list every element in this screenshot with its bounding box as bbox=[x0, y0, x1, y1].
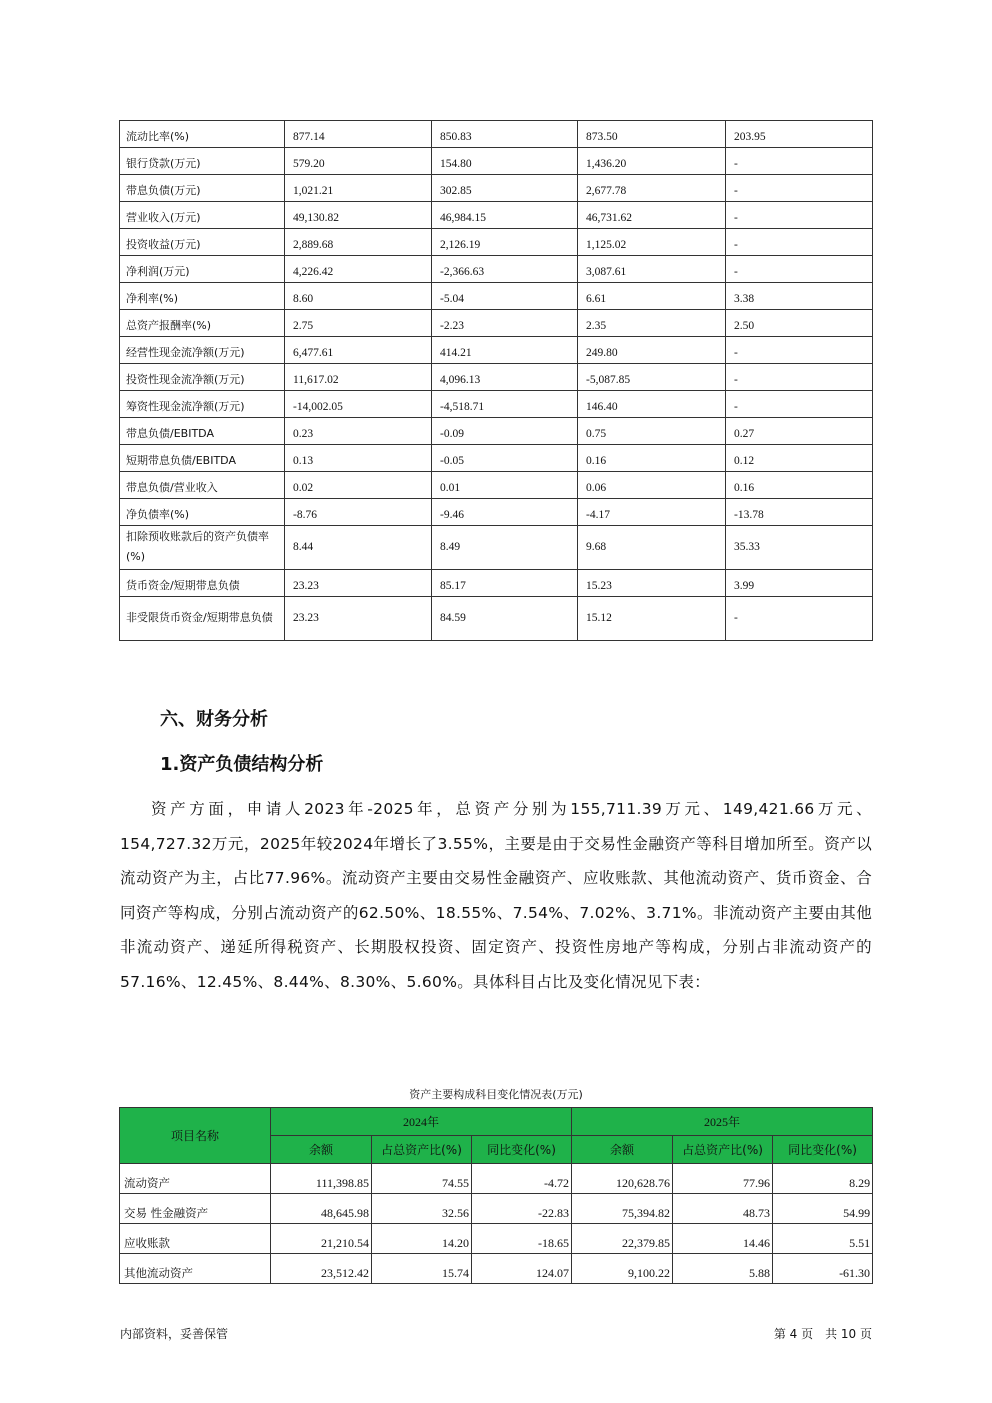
asset-item-label: 其他流动资产 bbox=[120, 1254, 271, 1284]
table-row bbox=[120, 526, 873, 570]
analysis-paragraph: 资产方面，申请人2023年-2025年，总资产分别为155,711.39万元、149,421.66万元、154,727.32万元，2025年较2024年增长了3.55%，主要是由于交易性金融资产等科目增加所至。资产以流动资产为主，占比77.96%。流动资产主要由交易性金融资产、应收账款、其他流动资产、货币资金、合同资产等构成，分别占流动资产的62.50%、18.55%、7.54%、7.02%、3.71%。非流动资产主要由其他非流动资产、递延所得税资产、长期股权投资、固定资产、投资性房地产等构成，分别占非流动资产的57.16%、12.45%、8.44%、8.30%、5.60%。具体科目占比及变化情况见下表： bbox=[120, 800, 872, 991]
table-row bbox=[120, 337, 873, 364]
table-row bbox=[120, 202, 873, 229]
metric-value: -0.05 bbox=[432, 445, 578, 472]
metric-value: 85.17 bbox=[432, 570, 578, 597]
metric-value: - bbox=[726, 148, 873, 175]
item-name-header: 项目名称 bbox=[120, 1108, 271, 1164]
metric-value: 0.02 bbox=[285, 472, 432, 499]
metric-value: - bbox=[726, 364, 873, 391]
metric-label: 非受限货币资金/短期带息负债 bbox=[120, 597, 285, 641]
asset-value: -22.83 bbox=[472, 1194, 572, 1224]
metric-value: 23.23 bbox=[285, 597, 432, 641]
asset-value: 54.99 bbox=[773, 1194, 873, 1224]
table-row bbox=[120, 472, 873, 499]
table-row bbox=[120, 148, 873, 175]
metric-value: 3.38 bbox=[726, 283, 873, 310]
metric-value: 46,984.15 bbox=[432, 202, 578, 229]
asset-value: 22,379.85 bbox=[572, 1224, 673, 1254]
metric-label: 净利率(%) bbox=[120, 283, 285, 310]
metric-value: 46,731.62 bbox=[578, 202, 726, 229]
metric-value: 2.75 bbox=[285, 310, 432, 337]
metric-value: 35.33 bbox=[726, 526, 873, 570]
metric-value: 49,130.82 bbox=[285, 202, 432, 229]
asset-value: 14.46 bbox=[673, 1224, 773, 1254]
metric-value: -8.76 bbox=[285, 499, 432, 526]
table-row bbox=[120, 121, 873, 148]
asset-value: 48.73 bbox=[673, 1194, 773, 1224]
table-row bbox=[120, 229, 873, 256]
metric-value: 0.13 bbox=[285, 445, 432, 472]
metric-value: 1,021.21 bbox=[285, 175, 432, 202]
metric-value: 9.68 bbox=[578, 526, 726, 570]
metric-value: - bbox=[726, 337, 873, 364]
year-2025-header: 2025年 bbox=[572, 1108, 873, 1136]
metric-value: -9.46 bbox=[432, 499, 578, 526]
sub-header: 同比变化(%) bbox=[472, 1136, 572, 1164]
metric-value: 2,126.19 bbox=[432, 229, 578, 256]
metric-value: 154.80 bbox=[432, 148, 578, 175]
financial-metrics-table bbox=[119, 120, 873, 641]
asset-value: 32.56 bbox=[372, 1194, 472, 1224]
metric-value: 0.27 bbox=[726, 418, 873, 445]
metric-value: 8.44 bbox=[285, 526, 432, 570]
asset-value: 9,100.22 bbox=[572, 1254, 673, 1284]
metric-value: 23.23 bbox=[285, 570, 432, 597]
asset-value: 8.29 bbox=[773, 1164, 873, 1194]
metric-value: 6.61 bbox=[578, 283, 726, 310]
asset-value: -61.30 bbox=[773, 1254, 873, 1284]
asset-value: -18.65 bbox=[472, 1224, 572, 1254]
asset-value: 14.20 bbox=[372, 1224, 472, 1254]
asset-value: 111,398.85 bbox=[271, 1164, 372, 1194]
metric-label: 带息负债(万元) bbox=[120, 175, 285, 202]
asset-value: 5.88 bbox=[673, 1254, 773, 1284]
metric-value: 15.12 bbox=[578, 597, 726, 641]
metric-value: -14,002.05 bbox=[285, 391, 432, 418]
metric-label: 带息负债/营业收入 bbox=[120, 472, 285, 499]
asset-value: 15.74 bbox=[372, 1254, 472, 1284]
subsection-heading: 1.资产负债结构分析 bbox=[160, 754, 324, 775]
metric-value: -5.04 bbox=[432, 283, 578, 310]
table-row bbox=[120, 597, 873, 641]
asset-value: 5.51 bbox=[773, 1224, 873, 1254]
table-row bbox=[120, 256, 873, 283]
asset-value: 120,628.76 bbox=[572, 1164, 673, 1194]
asset-value: 77.96 bbox=[673, 1164, 773, 1194]
table-row bbox=[120, 175, 873, 202]
metric-value: 249.80 bbox=[578, 337, 726, 364]
metric-value: 3,087.61 bbox=[578, 256, 726, 283]
metric-label: 净负债率(%) bbox=[120, 499, 285, 526]
metric-value: - bbox=[726, 175, 873, 202]
section-heading: 六、财务分析 bbox=[160, 709, 268, 730]
metrics-table-body bbox=[120, 121, 873, 641]
sub-header: 占总资产比(%) bbox=[372, 1136, 472, 1164]
metric-value: 15.23 bbox=[578, 570, 726, 597]
metric-value: 4,226.42 bbox=[285, 256, 432, 283]
table-row bbox=[120, 1224, 873, 1254]
metric-label: 营业收入(万元) bbox=[120, 202, 285, 229]
footer-page-number: 第 4 页 共 10 页 bbox=[773, 1327, 872, 1341]
metric-value: 850.83 bbox=[432, 121, 578, 148]
table-row bbox=[120, 283, 873, 310]
metric-value: -5,087.85 bbox=[578, 364, 726, 391]
metric-value: 0.12 bbox=[726, 445, 873, 472]
year-2024-header: 2024年 bbox=[271, 1108, 572, 1136]
table-row bbox=[120, 364, 873, 391]
metric-value: 0.75 bbox=[578, 418, 726, 445]
table-row bbox=[120, 570, 873, 597]
metric-value: -4,518.71 bbox=[432, 391, 578, 418]
metric-value: 6,477.61 bbox=[285, 337, 432, 364]
metric-label: 货币资金/短期带息负债 bbox=[120, 570, 285, 597]
metric-value: - bbox=[726, 229, 873, 256]
sub-header: 占总资产比(%) bbox=[673, 1136, 773, 1164]
metric-value: - bbox=[726, 202, 873, 229]
table-row bbox=[120, 1254, 873, 1284]
asset-value: 74.55 bbox=[372, 1164, 472, 1194]
table-row bbox=[120, 499, 873, 526]
metric-value: -4.17 bbox=[578, 499, 726, 526]
metric-label: 净利润(万元) bbox=[120, 256, 285, 283]
metric-value: 146.40 bbox=[578, 391, 726, 418]
footer-confidential-note: 内部资料，妥善保管 bbox=[120, 1327, 229, 1341]
sub-header: 同比变化(%) bbox=[773, 1136, 873, 1164]
table-row bbox=[120, 418, 873, 445]
metric-label: 总资产报酬率(%) bbox=[120, 310, 285, 337]
metric-value: -2,366.63 bbox=[432, 256, 578, 283]
table-row bbox=[120, 310, 873, 337]
metric-value: 579.20 bbox=[285, 148, 432, 175]
asset-value: -4.72 bbox=[472, 1164, 572, 1194]
metric-label: 带息负债/EBITDA bbox=[120, 418, 285, 445]
metric-value: 1,436.20 bbox=[578, 148, 726, 175]
asset-item-label: 流动资产 bbox=[120, 1164, 271, 1194]
metric-value: 873.50 bbox=[578, 121, 726, 148]
metric-value: 414.21 bbox=[432, 337, 578, 364]
metric-value: 0.16 bbox=[578, 445, 726, 472]
metric-value: 8.60 bbox=[285, 283, 432, 310]
metric-label: 筹资性现金流净额(万元) bbox=[120, 391, 285, 418]
metric-value: - bbox=[726, 256, 873, 283]
metric-value: 0.16 bbox=[726, 472, 873, 499]
asset-value: 21,210.54 bbox=[271, 1224, 372, 1254]
asset-value: 75,394.82 bbox=[572, 1194, 673, 1224]
metric-value: 0.23 bbox=[285, 418, 432, 445]
asset-item-label: 应收账款 bbox=[120, 1224, 271, 1254]
metric-value: 2.35 bbox=[578, 310, 726, 337]
metric-value: 4,096.13 bbox=[432, 364, 578, 391]
asset-composition-table bbox=[119, 1107, 873, 1284]
metric-value: 3.99 bbox=[726, 570, 873, 597]
metric-label: 短期带息负债/EBITDA bbox=[120, 445, 285, 472]
asset-value: 23,512.42 bbox=[271, 1254, 372, 1284]
metric-value: 302.85 bbox=[432, 175, 578, 202]
metric-label: 流动比率(%) bbox=[120, 121, 285, 148]
metric-label: 投资收益(万元) bbox=[120, 229, 285, 256]
metric-value: 84.59 bbox=[432, 597, 578, 641]
sub-header: 余额 bbox=[271, 1136, 372, 1164]
table-caption: 资产主要构成科目变化情况表(万元) bbox=[409, 1088, 583, 1101]
metric-value: -0.09 bbox=[432, 418, 578, 445]
metric-value: 877.14 bbox=[285, 121, 432, 148]
metric-value: - bbox=[726, 597, 873, 641]
table-row bbox=[120, 1164, 873, 1194]
metric-value: 11,617.02 bbox=[285, 364, 432, 391]
table-row bbox=[120, 1194, 873, 1224]
metric-value: - bbox=[726, 391, 873, 418]
table-row bbox=[120, 391, 873, 418]
metric-value: 0.01 bbox=[432, 472, 578, 499]
metric-value: 0.06 bbox=[578, 472, 726, 499]
metric-value: 203.95 bbox=[726, 121, 873, 148]
assets-table-body bbox=[120, 1164, 873, 1284]
asset-item-label: 交易 性金融资产 bbox=[120, 1194, 271, 1224]
metric-value: 2,889.68 bbox=[285, 229, 432, 256]
metric-value: 2.50 bbox=[726, 310, 873, 337]
asset-value: 124.07 bbox=[472, 1254, 572, 1284]
table-row bbox=[120, 445, 873, 472]
metric-label: 银行贷款(万元) bbox=[120, 148, 285, 175]
asset-value: 48,645.98 bbox=[271, 1194, 372, 1224]
metric-label: 经营性现金流净额(万元) bbox=[120, 337, 285, 364]
metric-label: 扣除预收账款后的资产负债率(%) bbox=[120, 526, 285, 570]
metric-label: 投资性现金流净额(万元) bbox=[120, 364, 285, 391]
metric-value: 8.49 bbox=[432, 526, 578, 570]
metric-value: 1,125.02 bbox=[578, 229, 726, 256]
sub-header: 余额 bbox=[572, 1136, 673, 1164]
metric-value: 2,677.78 bbox=[578, 175, 726, 202]
metric-value: -13.78 bbox=[726, 499, 873, 526]
metric-value: -2.23 bbox=[432, 310, 578, 337]
